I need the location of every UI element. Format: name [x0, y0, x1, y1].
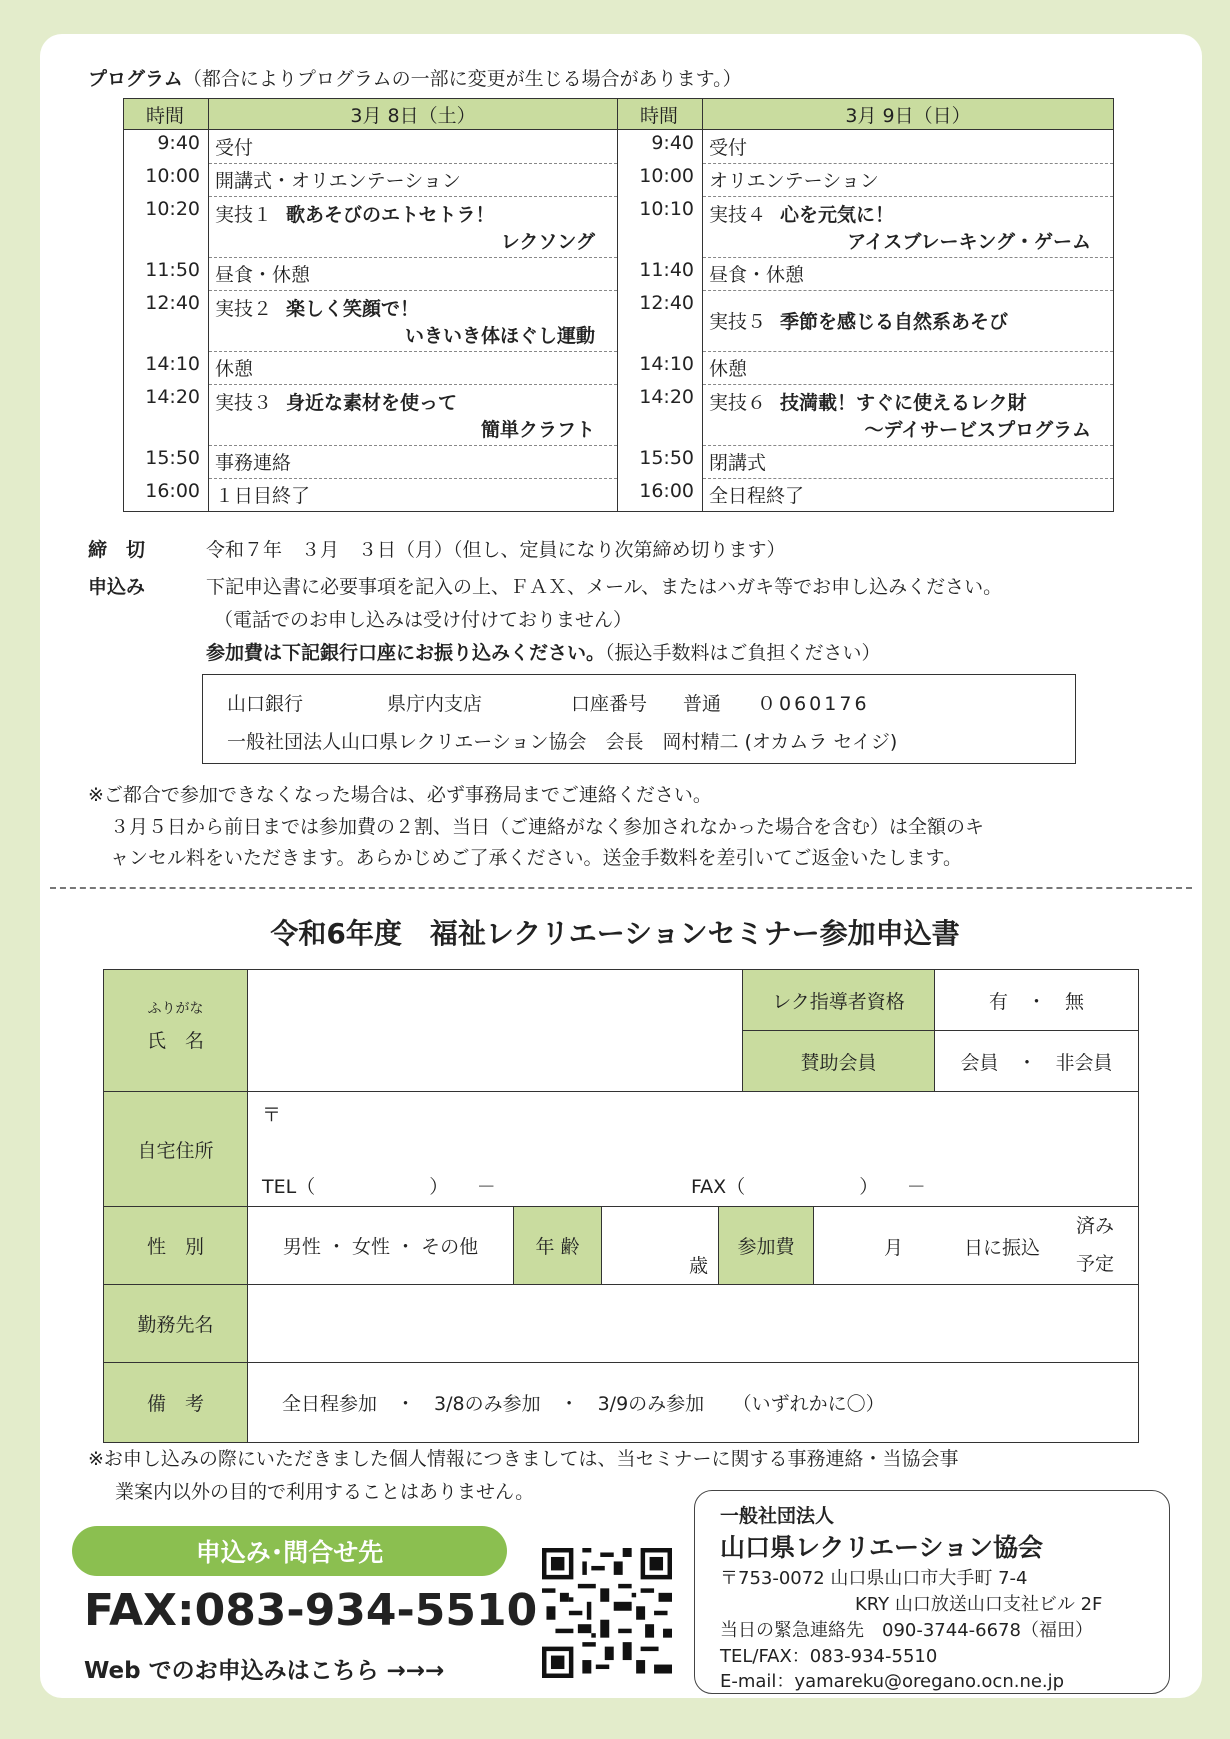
event-label: 実技３ [215, 391, 273, 414]
cancel-line2: ３月５日から前日までは参加費の２割、当日（ご連絡がなく参加されなかった場合を含む）は全額のキ [110, 816, 985, 838]
event-label: 実技６ [709, 391, 767, 414]
org-type: 一般社団法人 [720, 1505, 835, 1527]
age-unit: 歳 [688, 1255, 708, 1277]
apply-label: 申込み [88, 576, 146, 598]
program-event [209, 384, 618, 445]
address-field[interactable] [247, 1091, 1138, 1206]
program-row [124, 196, 618, 257]
program-event [703, 384, 1114, 445]
program-time: 14:20 [618, 384, 703, 445]
fee-day: 日に振込 [964, 1237, 1041, 1259]
apply-line1: 下記申込書に必要事項を記入の上、ＦＡＸ、メール、またはハガキ等でお申し込みください。 [206, 576, 1003, 598]
org-telfax: TEL/FAX：083-934-5510 [720, 1646, 938, 1667]
program-time: 11:50 [124, 257, 209, 290]
program-row [124, 445, 618, 478]
program-event [209, 163, 618, 196]
program-row [618, 290, 1114, 351]
program-time: 15:50 [618, 445, 703, 478]
org-email[interactable]: E-mail：yamareku@oregano.ocn.ne.jp [720, 1671, 1065, 1692]
program-heading [88, 64, 742, 91]
cancel-line1: ※ご都合で参加できなくなった場合は、必ず事務局までご連絡ください。 [88, 784, 712, 806]
workplace-label: 勤務先名 [104, 1284, 247, 1362]
program-event [209, 478, 618, 512]
fee-done-option[interactable]: 済み [1076, 1215, 1115, 1237]
fee-month: 月 [884, 1237, 904, 1259]
program-row [618, 130, 1114, 164]
event-subtitle: いきいき体ほぐし運動 [404, 324, 595, 347]
account-type: 普通 [683, 693, 722, 715]
member-label: 賛助会員 [742, 1030, 934, 1091]
bank-branch: 県庁内支店 [387, 693, 483, 715]
event-label: 実技４ [709, 203, 767, 226]
event-label: 実技１ [215, 203, 273, 226]
gender-label: 性 別 [104, 1206, 247, 1284]
event-label: 受付 [709, 136, 748, 159]
event-label: 実技２ [215, 297, 273, 320]
event-title: 歌あそびのエトセトラ！ [286, 203, 495, 226]
account-number: ０060176 [757, 693, 870, 715]
program-row [618, 384, 1114, 445]
program-event [209, 130, 618, 164]
program-row [618, 478, 1114, 512]
program-row [124, 478, 618, 512]
program-time: 11:40 [618, 257, 703, 290]
furigana-label: ふりがな [147, 1001, 204, 1017]
program-event [703, 445, 1114, 478]
program-row [124, 384, 618, 445]
program-time: 10:10 [618, 196, 703, 257]
bank-name: 山口銀行 [227, 693, 304, 715]
event-subtitle: レクソング [500, 230, 595, 253]
program-time: 14:10 [124, 351, 209, 384]
form-title: 令和6年度 福祉レクリエーションセミナー参加申込書 [270, 917, 960, 950]
program-row [124, 163, 618, 196]
event-subtitle: ～デイサービスプログラム [864, 418, 1091, 441]
event-label: 受付 [215, 136, 254, 159]
event-label: 閉講式 [709, 452, 767, 474]
member-options[interactable]: 会員 ・ 非会員 [934, 1030, 1138, 1091]
privacy-line1: ※お申し込みの際にいただきました個人情報につきましては、当セミナーに関する事務連絡・当協会事 [88, 1448, 959, 1470]
cancel-line3: ャンセル料をいただきます。あらかじめご了承ください。送金手数料を差引いてご返金いたします。 [110, 847, 962, 869]
program-event [703, 196, 1114, 257]
program-event [209, 290, 618, 351]
event-label: 休憩 [215, 358, 254, 380]
event-label: 休憩 [709, 358, 748, 380]
program-row [618, 257, 1114, 290]
program-time: 14:10 [618, 351, 703, 384]
program-row [124, 130, 618, 164]
account-label: 口座番号 [571, 693, 648, 715]
program-time: 10:00 [618, 163, 703, 196]
org-name: 山口県レクリエーション協会 [720, 1533, 1044, 1562]
workplace-field[interactable] [247, 1284, 1138, 1362]
qualification-options[interactable]: 有 ・ 無 [934, 970, 1138, 1030]
program-event [209, 257, 618, 290]
program-event [703, 130, 1114, 164]
program-time: 15:50 [124, 445, 209, 478]
fee-instruction: 参加費は下記銀行口座にお振り込みください。（振込手数料はご負担ください） [206, 642, 881, 664]
time-header: 時間 [618, 99, 703, 130]
program-table-day2 [618, 98, 1114, 512]
day1-header: 3月 8日（土） [209, 99, 618, 130]
fax-field[interactable]: FAX（ ） － [691, 1176, 926, 1198]
organization-info-box [694, 1490, 1170, 1694]
deadline-text: 令和７年 ３月 ３日（月）（但し、定員になり次第締め切ります） [206, 539, 786, 561]
program-event [703, 351, 1114, 384]
event-title: 楽しく笑顔で！ [286, 297, 420, 320]
program-row [124, 351, 618, 384]
program-time: 16:00 [124, 478, 209, 512]
qr-code-icon[interactable] [542, 1548, 672, 1678]
web-apply-link[interactable]: Web でのお申込みはこちら →→→ [84, 1658, 445, 1684]
program-time: 14:20 [124, 384, 209, 445]
program-event [703, 290, 1114, 351]
name-label-cell [104, 970, 247, 1091]
remarks-label: 備 考 [104, 1362, 247, 1442]
event-subtitle: 簡単クラフト [480, 418, 595, 441]
program-title: プログラム [88, 68, 183, 90]
bank-account-box [202, 674, 1076, 764]
program-time: 10:20 [124, 196, 209, 257]
postal-mark: 〒 [262, 1104, 282, 1126]
event-label: １日目終了 [215, 485, 311, 508]
account-holder: 一般社団法人山口県レクリエーション協会 会長 岡村精二 (オカムラ セイジ) [227, 731, 898, 753]
event-label: 開講式・オリエンテーション [215, 170, 461, 192]
org-address1: 〒753-0072 山口県山口市大手町 7-4 [720, 1568, 1028, 1589]
event-label: オリエンテーション [709, 170, 879, 192]
program-time: 12:40 [124, 290, 209, 351]
fee-transfer-field[interactable] [813, 1206, 1138, 1284]
program-row [618, 351, 1114, 384]
event-subtitle: アイスブレーキング・ゲーム [847, 230, 1091, 253]
tel-field[interactable]: TEL（ ） － [262, 1176, 496, 1198]
apply-line2: （電話でのお申し込みは受け付けておりません） [214, 609, 633, 631]
event-title: 技満載！すぐに使えるレク財 [780, 391, 1027, 414]
application-form [103, 969, 1139, 1443]
program-event [703, 163, 1114, 196]
program-event [703, 478, 1114, 512]
program-row [618, 445, 1114, 478]
age-label: 年 齢 [513, 1206, 601, 1284]
program-row [618, 196, 1114, 257]
program-time: 10:00 [124, 163, 209, 196]
program-row [124, 290, 618, 351]
program-row [618, 163, 1114, 196]
org-emergency: 当日の緊急連絡先 090-3744-6678（福田） [720, 1620, 1093, 1641]
remarks-options[interactable]: 全日程参加 ・ 3/8のみ参加 ・ 3/9のみ参加 （いずれかに〇） [247, 1362, 1138, 1442]
program-time: 12:40 [618, 290, 703, 351]
age-field[interactable] [601, 1206, 718, 1284]
program-event [209, 196, 618, 257]
event-label: 実技５ [709, 311, 767, 333]
event-label: 昼食・休憩 [215, 264, 311, 286]
time-header: 時間 [124, 99, 209, 130]
fee-plan-option[interactable]: 予定 [1076, 1253, 1115, 1275]
name-field[interactable] [247, 970, 742, 1091]
event-title: 心を元気に！ [780, 203, 895, 226]
program-note: （都合によりプログラムの一部に変更が生じる場合があります。） [182, 68, 742, 90]
program-table-day1 [123, 98, 618, 512]
program-event [209, 351, 618, 384]
event-label: 事務連絡 [215, 452, 292, 474]
day2-header: 3月 9日（日） [703, 99, 1114, 130]
deadline-label: 締 切 [88, 539, 146, 561]
program-time: 16:00 [618, 478, 703, 512]
fax-number: FAX:083-934-5510 [84, 1585, 538, 1636]
event-label: 全日程終了 [709, 485, 805, 508]
event-label: 昼食・休憩 [709, 264, 805, 286]
fee-label: 参加費 [718, 1206, 813, 1284]
cut-line [50, 887, 1192, 889]
contact-heading-pill: 申込み･問合せ先 [72, 1526, 507, 1576]
address-label: 自宅住所 [104, 1091, 247, 1206]
program-event [209, 445, 618, 478]
event-title: 季節を感じる自然系あそび [780, 311, 1009, 333]
privacy-line2: 業案内以外の目的で利用することはありません。 [115, 1481, 535, 1503]
org-address2: KRY 山口放送山口支社ビル 2F [855, 1594, 1103, 1615]
program-time: 9:40 [124, 130, 209, 164]
gender-options[interactable]: 男性 ・ 女性 ・ その他 [247, 1206, 513, 1284]
program-row [124, 257, 618, 290]
program-time: 9:40 [618, 130, 703, 164]
qualification-label: レク指導者資格 [742, 970, 934, 1030]
program-event [703, 257, 1114, 290]
event-title: 身近な素材を使って [286, 391, 458, 414]
name-label: 氏 名 [146, 1030, 204, 1052]
